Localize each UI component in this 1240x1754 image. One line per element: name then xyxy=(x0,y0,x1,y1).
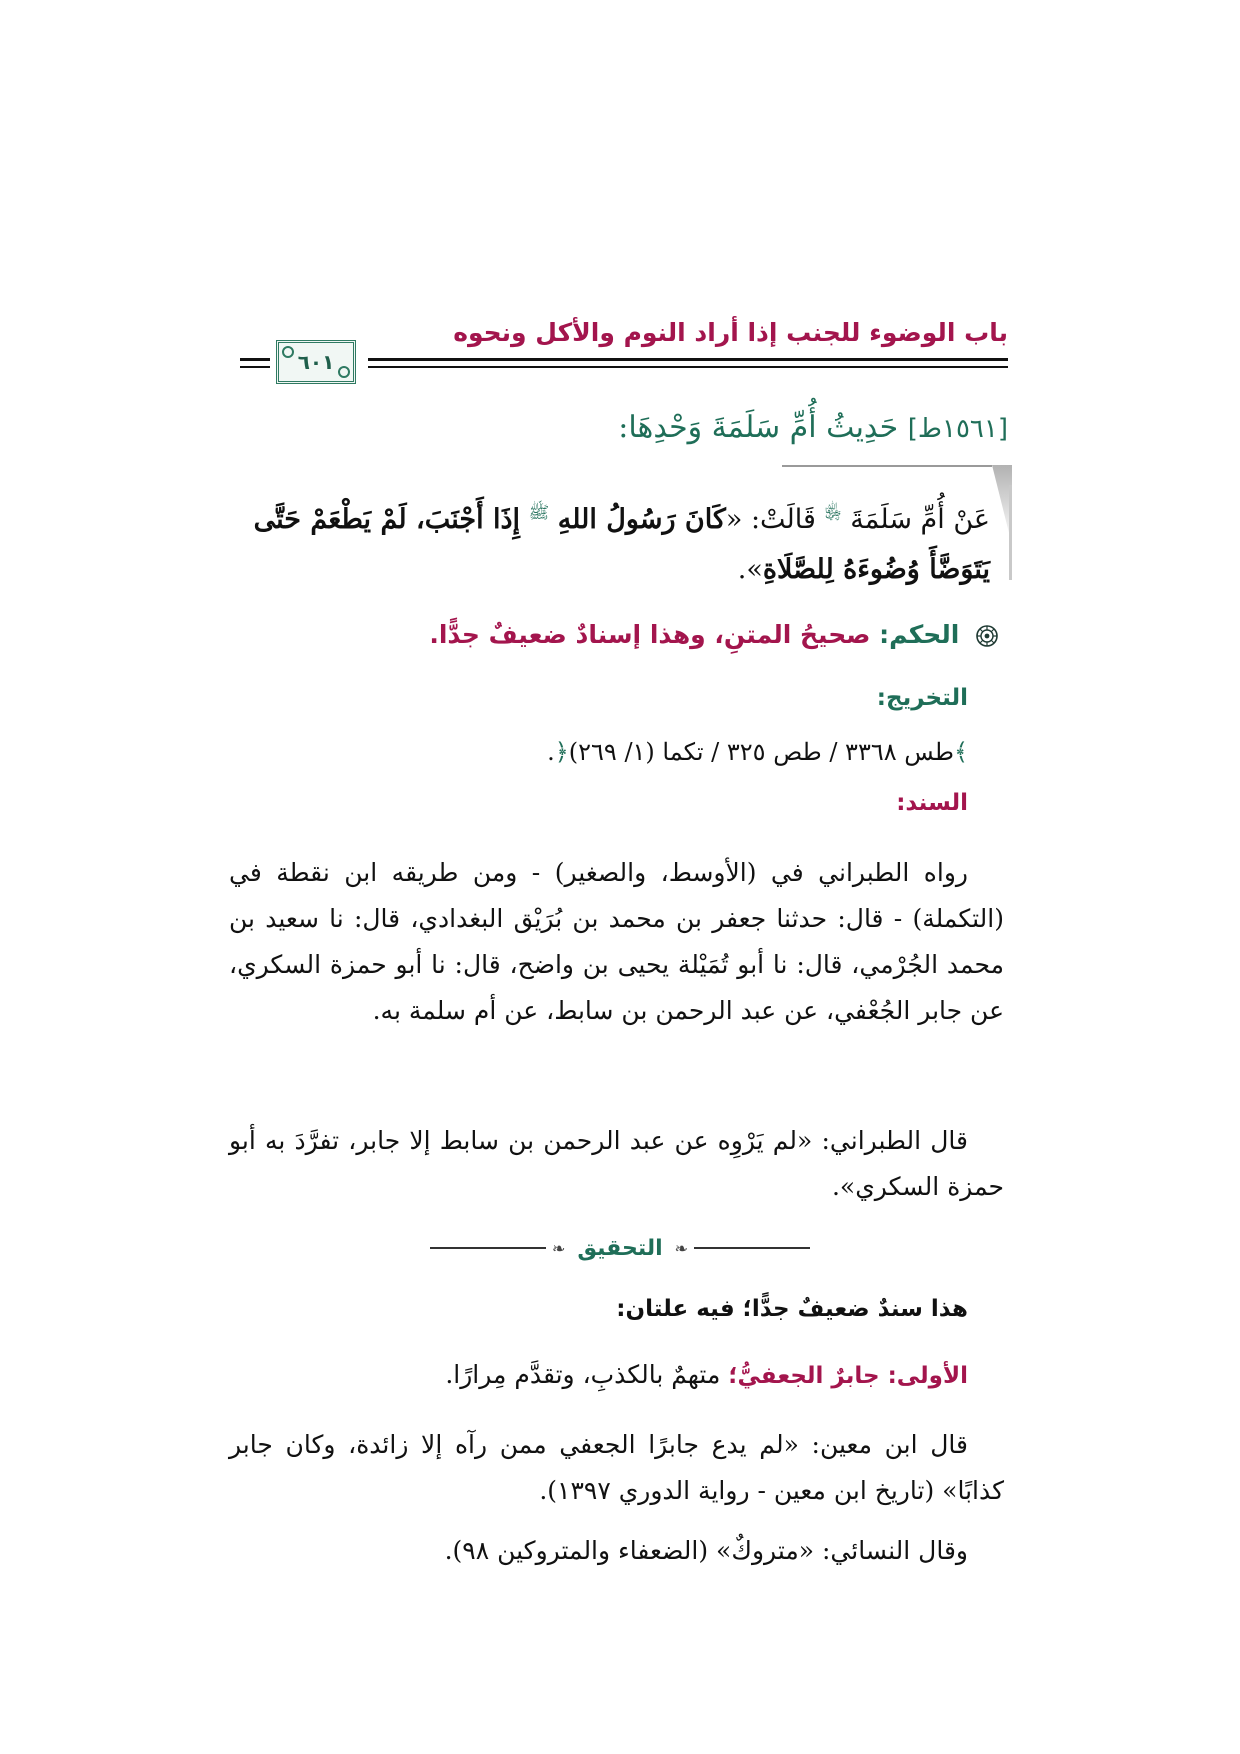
honorific-radiallahu: ﵂ xyxy=(824,503,842,523)
nasai-quote xyxy=(229,1528,1004,1574)
first-defect xyxy=(445,1360,968,1389)
ruling-label: الحكم: xyxy=(879,620,960,649)
matn-intro: عَنْ أُمِّ سَلَمَةَ xyxy=(850,504,990,535)
ibn-main-quote xyxy=(229,1422,1004,1514)
takhrij-heading: التخريج: xyxy=(876,685,968,711)
sanad-paragraph-1 xyxy=(229,850,1004,1034)
matn-frame-side xyxy=(1009,485,1012,580)
honorific-salla: ﷺ xyxy=(528,503,550,523)
takhrij-references xyxy=(228,738,968,766)
matn-said: قَالَتْ: « xyxy=(725,504,816,535)
header-rule-left-bottom xyxy=(240,366,270,368)
ibn-main-quote-text: قال ابن معين: «لم يدع جابرًا الجعفي ممن رآه إلا زائدة، وكان جابر كذابًا» (تاريخ ابن معين - رواية الدوري ١٣٩٧). xyxy=(229,1430,1004,1505)
hadith-number: [١٥٦١ط] xyxy=(907,414,1008,444)
sanad-heading: السند: xyxy=(896,790,968,816)
ruling-verdict: صحيحُ المتنِ، وهذا إسنادٌ ضعيفٌ جدًّا. xyxy=(429,620,871,649)
takhrij-open-bracket: ﴾ xyxy=(953,738,968,766)
page-number: ٦٠١ xyxy=(297,350,335,374)
divider-line-right xyxy=(694,1247,810,1249)
header-rule-bottom xyxy=(368,366,1008,368)
first-defect-label: الأولى: جابرٌ الجعفيُّ؛ xyxy=(728,1363,968,1389)
tahqiq-summary: هذا سندٌ ضعيفٌ جدًّا؛ فيه علتان: xyxy=(616,1296,968,1322)
sanad-paragraph-2-text: قال الطبراني: «لم يَرْوِه عن عبد الرحمن بن سابط إلا جابر، تفرَّدَ به أبو حمزة السكري». xyxy=(229,1126,1004,1201)
hadith-heading xyxy=(228,410,1008,445)
first-defect-text: متهمٌ بالكذبِ، وتقدَّم مِرارًا. xyxy=(445,1360,721,1389)
matn-frame-line xyxy=(782,465,992,467)
nasai-quote-text: وقال النسائي: «متروكٌ» (الضعفاء والمتروكين ٩٨). xyxy=(444,1536,968,1565)
takhrij-end: . xyxy=(547,738,555,766)
takhrij-text: طس ٣٣٦٨ / طص ٣٢٥ / تكما (١/ ٢٦٩) xyxy=(568,738,954,766)
sanad-paragraph-1-text: رواه الطبراني في (الأوسط، والصغير) - ومن طريقه ابن نقطة في (التكملة) - قال: حدثنا جعفر بن محمد بن بُرَيْق البغدادي، قال: نا سعيد بن محمد الجُرْمي، قال: نا أبو تُمَيْلة يحيى بن واضح، قال: نا أبو حمزة السكري، عن جابر الجُعْفي، عن عبد الرحمن بن سابط، عن أم سلمة به. xyxy=(229,858,1004,1025)
divider-ornament-right: ❧ xyxy=(674,1238,689,1258)
rosette-icon xyxy=(976,625,998,647)
page-number-badge xyxy=(276,340,356,384)
running-title: باب الوضوء للجنب إذا أراد النوم والأكل ونحوه xyxy=(453,318,1008,347)
matn-end: ». xyxy=(737,554,763,585)
header-rule-top xyxy=(368,358,1008,361)
hadith-title: حَدِيثُ أُمِّ سَلَمَةَ وَحْدِهَا: xyxy=(618,410,899,445)
header-rule-left-top xyxy=(240,358,270,361)
takhrij-close-bracket: ﴿ xyxy=(554,738,569,766)
tahqiq-heading: التحقيق xyxy=(577,1235,663,1261)
divider-ornament-left: ❧ xyxy=(551,1238,566,1258)
matn-bold-2: إِذَا أَجْنَبَ، لَمْ يَطْعَمْ حَتَّى يَتَوَضَّأَ وُضُوءَهُ لِلصَّلَاةِ xyxy=(253,504,990,585)
hadith-matn xyxy=(228,488,990,595)
sanad-paragraph-2 xyxy=(229,1118,1004,1210)
matn-bold-1: كَانَ رَسُولُ اللهِ xyxy=(557,504,726,535)
tahqiq-divider xyxy=(430,1230,810,1266)
page-header xyxy=(240,318,1008,384)
ruling-line xyxy=(228,620,998,649)
divider-line-left xyxy=(430,1247,546,1249)
